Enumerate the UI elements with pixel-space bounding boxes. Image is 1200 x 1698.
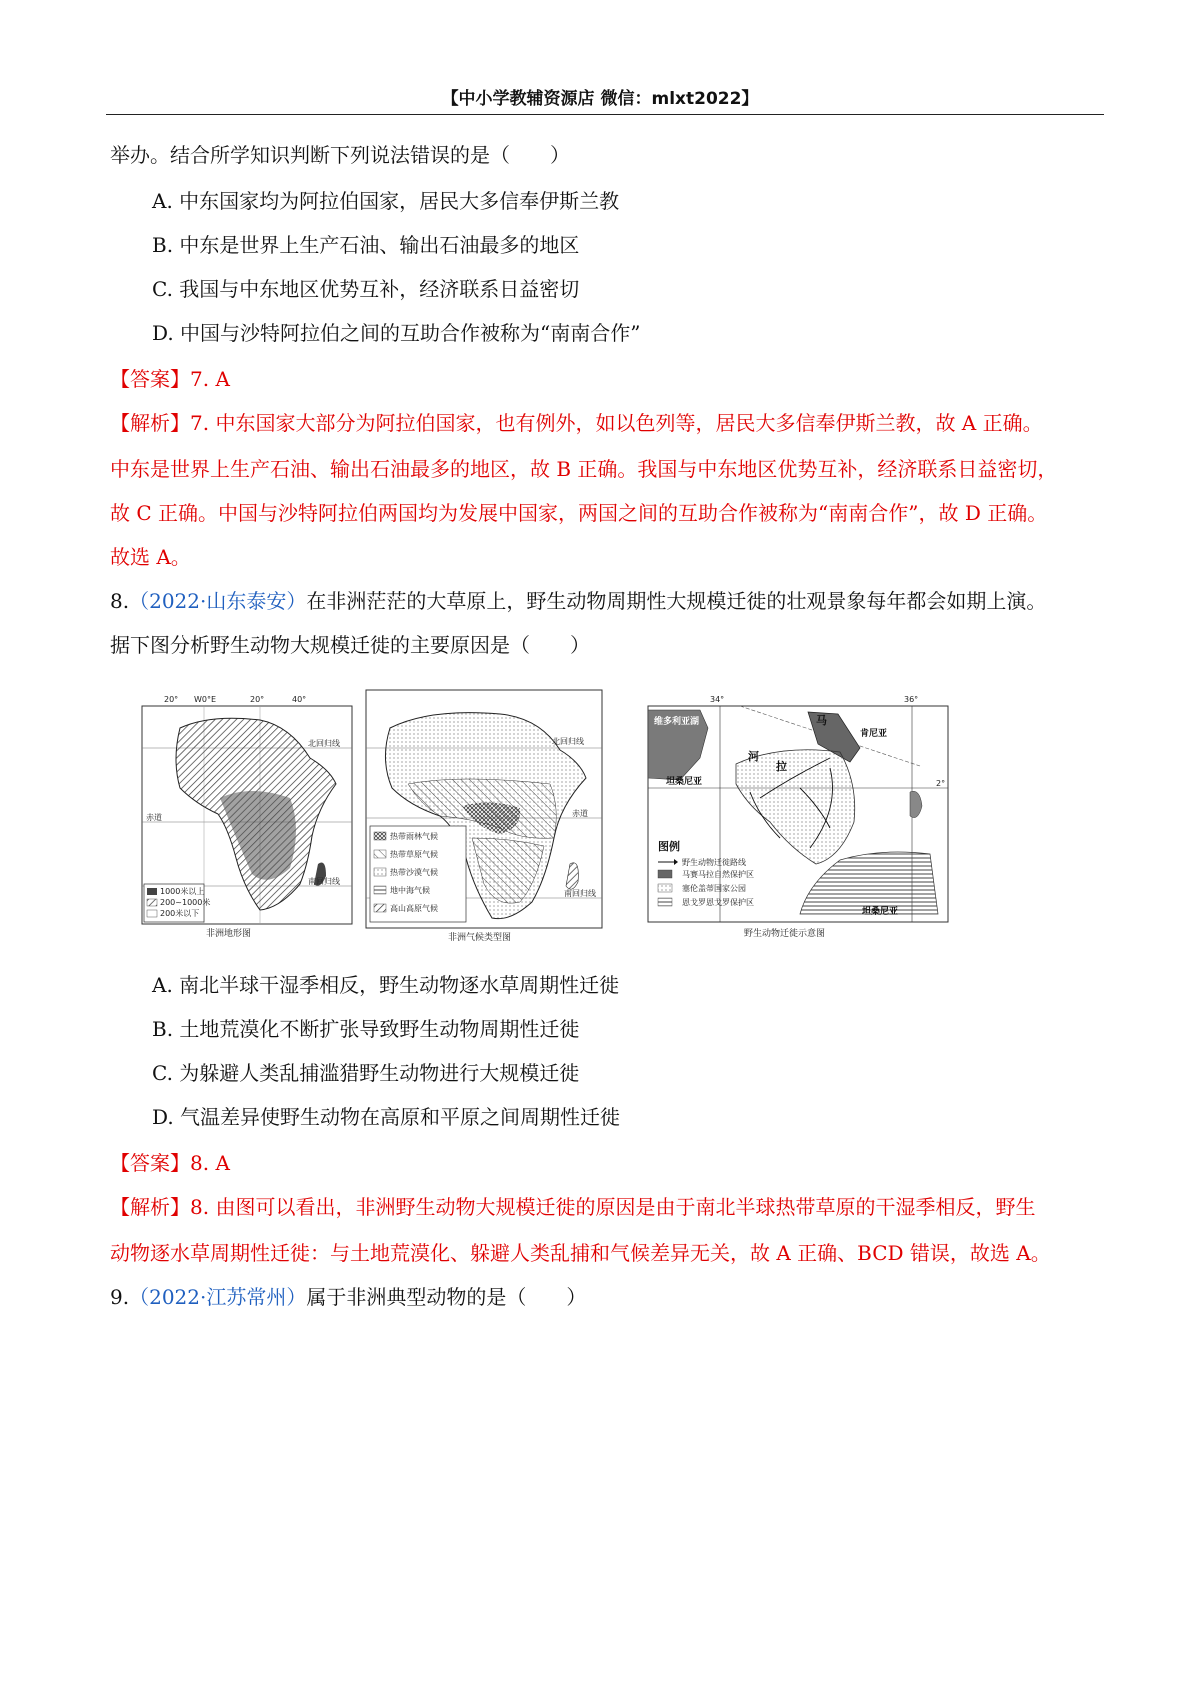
map1-equator-label: 赤道 [146, 813, 162, 822]
map3-lon-label-1: 34° [710, 695, 725, 704]
map3-legend-item-4: 恩戈罗恩戈罗保护区 [682, 898, 754, 907]
map2-equator-label: 赤道 [572, 809, 588, 818]
q8-number: 8. [110, 589, 130, 613]
q8-figure-group [140, 688, 956, 952]
map1-tropic-capricorn-label: 南回归线 [308, 877, 340, 886]
q7-analysis-line-3: 故 C 正确。中国与沙特阿拉伯两国均为发展中国家，两国之间的互助合作被称为“南南合作”，故 D 正确。 [110, 501, 1048, 525]
q8-analysis-label: 【解析】 [110, 1195, 190, 1219]
q8-answer-value: 8. A [190, 1151, 230, 1175]
q9-number: 9. [110, 1285, 130, 1309]
map1-lon-label-2: W0°E [194, 695, 217, 704]
map1-lon-label-1: 20° [164, 695, 179, 704]
q8-stem-line-1 [110, 588, 1046, 614]
map2-legend-item-3: 热带沙漠气候 [390, 868, 438, 877]
map2-legend [370, 826, 466, 922]
map2-tropic-cancer-label: 北回归线 [552, 737, 584, 746]
q8-analysis-text-1: 8. 由图可以看出，非洲野生动物大规模迁徙的原因是由于南北半球热带草原的干湿季相反，野生 [190, 1195, 1036, 1219]
q8-option-a: A. 南北半球干湿季相反，野生动物逐水草周期性迁徙 [152, 973, 620, 997]
q9-stem-line [110, 1284, 586, 1310]
q9-source: （2022·江苏常州） [129, 1285, 307, 1309]
q8-stem-line-2: 据下图分析野生动物大规模迁徙的主要原因是（ ） [110, 633, 590, 657]
map2-legend-item-5: 高山高原气候 [390, 904, 438, 913]
map1-caption: 非洲地形图 [206, 929, 252, 939]
header-divider [106, 114, 1104, 115]
q8-option-d: D. 气温差异使野生动物在高原和平原之间周期性迁徙 [152, 1105, 621, 1129]
map1-tropic-cancer-label: 北回归线 [308, 739, 340, 748]
map1-legend [144, 884, 210, 922]
q7-analysis-line-1 [110, 410, 1043, 436]
q7-answer [110, 366, 230, 392]
map3-place-tanzania-1: 坦桑尼亚 [666, 777, 703, 787]
map3-legend-item-2: 马赛马拉自然保护区 [682, 870, 754, 879]
q7-option-d: D. 中国与沙特阿拉伯之间的互助合作被称为“南南合作” [152, 321, 641, 345]
q7-answer-value: 7. A [190, 367, 230, 391]
q7-option-c: C. 我国与中东地区优势互补，经济联系日益密切 [152, 277, 580, 301]
q7-analysis-line-4: 故选 A。 [110, 545, 191, 569]
map2-legend-item-4: 地中海气候 [390, 886, 430, 895]
map3-caption: 野生动物迁徙示意图 [744, 929, 826, 939]
map3-lat-label: 2° [936, 779, 946, 788]
q8-analysis-line-2: 动物逐水草周期性迁徙：与土地荒漠化、躲避人类乱捕和气候差异无关，故 A 正确、BCD 错误，故选 A。 [110, 1241, 1051, 1265]
q8-option-c: C. 为躲避人类乱捕滥猎野生动物进行大规模迁徙 [152, 1061, 580, 1085]
map3-legend-item-1: 野生动物迁徙路线 [682, 858, 746, 867]
map1-lon-label-4: 40° [292, 695, 307, 704]
q7-analysis-text-1: 7. 中东国家大部分为阿拉伯国家，也有例外，如以色列等，居民大多信奉伊斯兰教，故 A 正确。 [190, 411, 1043, 435]
map3-legend-title: 图例 [658, 840, 680, 853]
map2-legend-item-2: 热带草原气候 [390, 850, 438, 859]
map3-place-tanzania-2: 坦桑尼亚 [862, 907, 899, 917]
q9-stem-text: 属于非洲典型动物的是（ ） [306, 1285, 587, 1309]
map3-place-lake: 维多利亚湖 [654, 717, 700, 727]
africa-terrain-map [142, 695, 352, 939]
q8-stem-text-1: 在非洲茫茫的大草原上，野生动物周期性大规模迁徙的壮观景象每年都会如期上演。 [306, 589, 1047, 613]
q7-answer-label: 【答案】 [110, 367, 190, 391]
page-header: 【中小学教辅资源店 微信：mlxt2022】 [441, 89, 759, 109]
map3-place-la: 拉 [776, 760, 787, 773]
map2-caption: 非洲气候类型图 [448, 933, 512, 943]
map2-legend-item-1: 热带雨林气候 [390, 832, 438, 841]
q8-analysis-line-1 [110, 1194, 1035, 1220]
q8-option-b: B. 土地荒漠化不断扩张导致野生动物周期性迁徙 [152, 1017, 580, 1041]
map3-place-ma: 马 [816, 714, 827, 727]
africa-climate-map [366, 690, 602, 943]
map2-tropic-capricorn-label: 南回归线 [564, 889, 596, 898]
map3-place-he: 河 [748, 750, 759, 763]
map1-legend-item-1: 1000米以上 [160, 887, 205, 896]
q7-option-b: B. 中东是世界上生产石油、输出石油最多的地区 [152, 233, 580, 257]
q7-analysis-line-2: 中东是世界上生产石油、输出石油最多的地区，故 B 正确。我国与中东地区优势互补，经济联系日益密切， [110, 457, 1058, 481]
q7-option-a: A. 中东国家均为阿拉伯国家，居民大多信奉伊斯兰教 [152, 189, 620, 213]
map1-legend-item-2: 200~1000米 [160, 898, 211, 907]
q7-analysis-label: 【解析】 [110, 411, 190, 435]
q8-answer [110, 1150, 230, 1176]
q8-source: （2022·山东泰安） [129, 589, 307, 613]
migration-map [648, 695, 948, 939]
map3-place-kenya: 肯尼亚 [860, 729, 888, 739]
map3-lon-label-2: 36° [904, 695, 919, 704]
q7-stem: 举办。结合所学知识判断下列说法错误的是（ ） [110, 143, 570, 167]
q8-answer-label: 【答案】 [110, 1151, 190, 1175]
map1-lon-label-3: 20° [250, 695, 265, 704]
map1-legend-item-3: 200米以下 [160, 909, 200, 918]
map3-legend-item-3: 塞伦盖蒂国家公园 [682, 884, 746, 893]
